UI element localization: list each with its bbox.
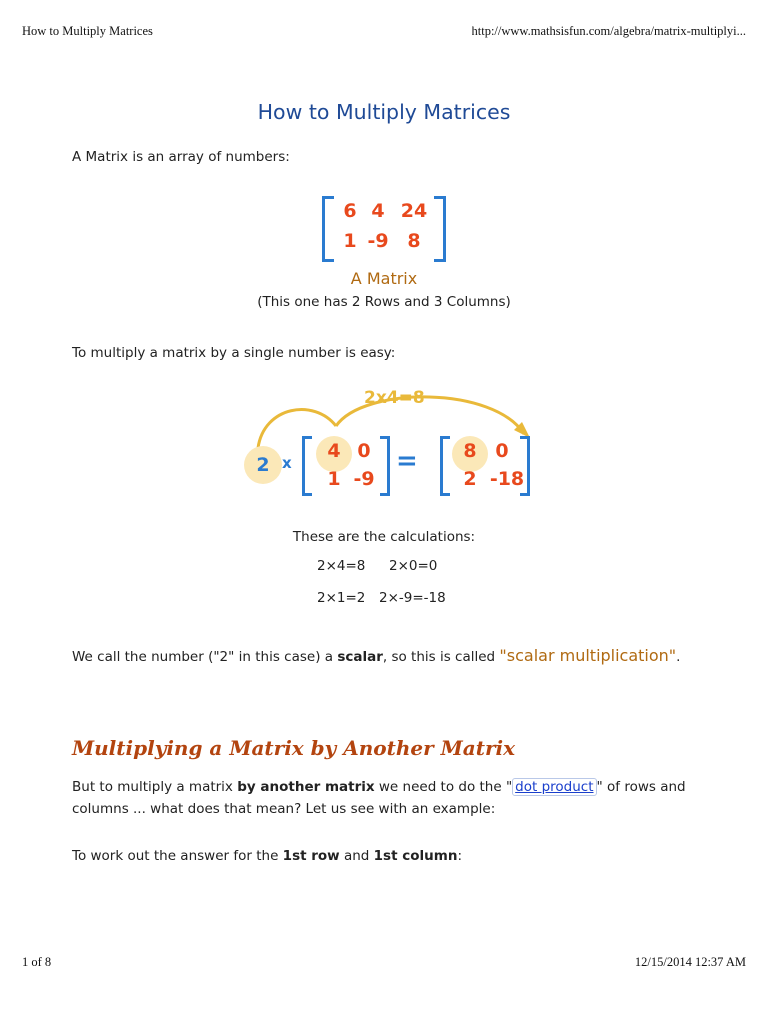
equals-symbol: = [396,446,418,476]
text: : [457,848,462,864]
print-timestamp: 12/15/2014 12:37 AM [634,955,746,969]
text: " of rows and columns ... what does that mean? Let us see with an example: [72,779,686,817]
matrix-example-figure [322,196,522,262]
section-title: Multiplying a Matrix by Another Matrix [72,736,516,760]
dot-product-paragraph [72,776,696,820]
text: But to multiply a matrix [72,779,238,795]
dot-product-link[interactable]: dot product [512,778,596,796]
page-title: How to Multiply Matrices [257,100,511,124]
times-symbol: x [282,454,292,472]
highlighted-term: "scalar multiplication" [499,645,677,665]
calculation: 2×0=0 [389,558,438,574]
matrix-cell: 0 [495,440,509,462]
intro-text: A Matrix is an array of numbers: [72,149,290,165]
document-title: How to Multiply Matrices [22,24,153,38]
text: We call the number ("2" in this case) a [72,648,338,665]
matrix-cell: -9 [367,230,389,252]
print-header [22,24,746,39]
matrix-cell: 8 [463,440,477,462]
bold-text: 1st row [282,848,340,864]
right-bracket [434,196,446,262]
source-url: http://www.mathsisfun.com/algebra/matrix-multiplyi... [471,24,746,38]
work-out-paragraph [72,845,462,867]
right-bracket [520,436,530,496]
scalar-intro-text: To multiply a matrix by a single number is easy: [72,345,396,361]
matrix-subcaption: (This one has 2 Rows and 3 Columns) [257,294,511,310]
bold-text: by another matrix [237,779,375,795]
bold-text: 1st column [373,848,458,864]
left-bracket [302,436,312,496]
calculation: 2×-9=-18 [379,590,446,606]
page-counter: 1 of 8 [22,955,52,969]
calculation: 2×4=8 [317,558,366,574]
text: we need to do the " [374,779,513,795]
text: To work out the answer for the [72,848,283,864]
text: , so this is called [382,648,500,665]
matrix-cell: 8 [407,230,421,252]
matrix-cell: -9 [353,468,375,490]
matrix-cell: -18 [489,468,525,490]
left-bracket [322,196,334,262]
scalar-value: 2 [256,454,270,476]
calculation: 2×1=2 [317,590,366,606]
matrix-cell: 2 [463,468,477,490]
print-footer [22,955,746,970]
calculation-row [317,590,446,606]
scalar-multiplication-figure [244,386,534,498]
matrix-cell: 24 [400,200,428,222]
arrow-label: 2x4=8 [364,388,425,408]
matrix-cell: 4 [371,200,385,222]
calculation-row [317,558,437,574]
matrix-cell: 1 [327,468,341,490]
text: and [339,848,374,864]
matrix-cell: 4 [327,440,341,462]
left-bracket [440,436,450,496]
scalar-paragraph [72,644,692,669]
matrix-cell: 6 [343,200,357,222]
scalar-term-bold: scalar [337,648,383,665]
right-bracket [380,436,390,496]
calculations-heading: These are the calculations: [292,529,476,545]
matrix-caption: A Matrix [350,269,418,288]
matrix-cell: 1 [343,230,357,252]
matrix-cell: 0 [357,440,371,462]
text: . [676,648,681,665]
